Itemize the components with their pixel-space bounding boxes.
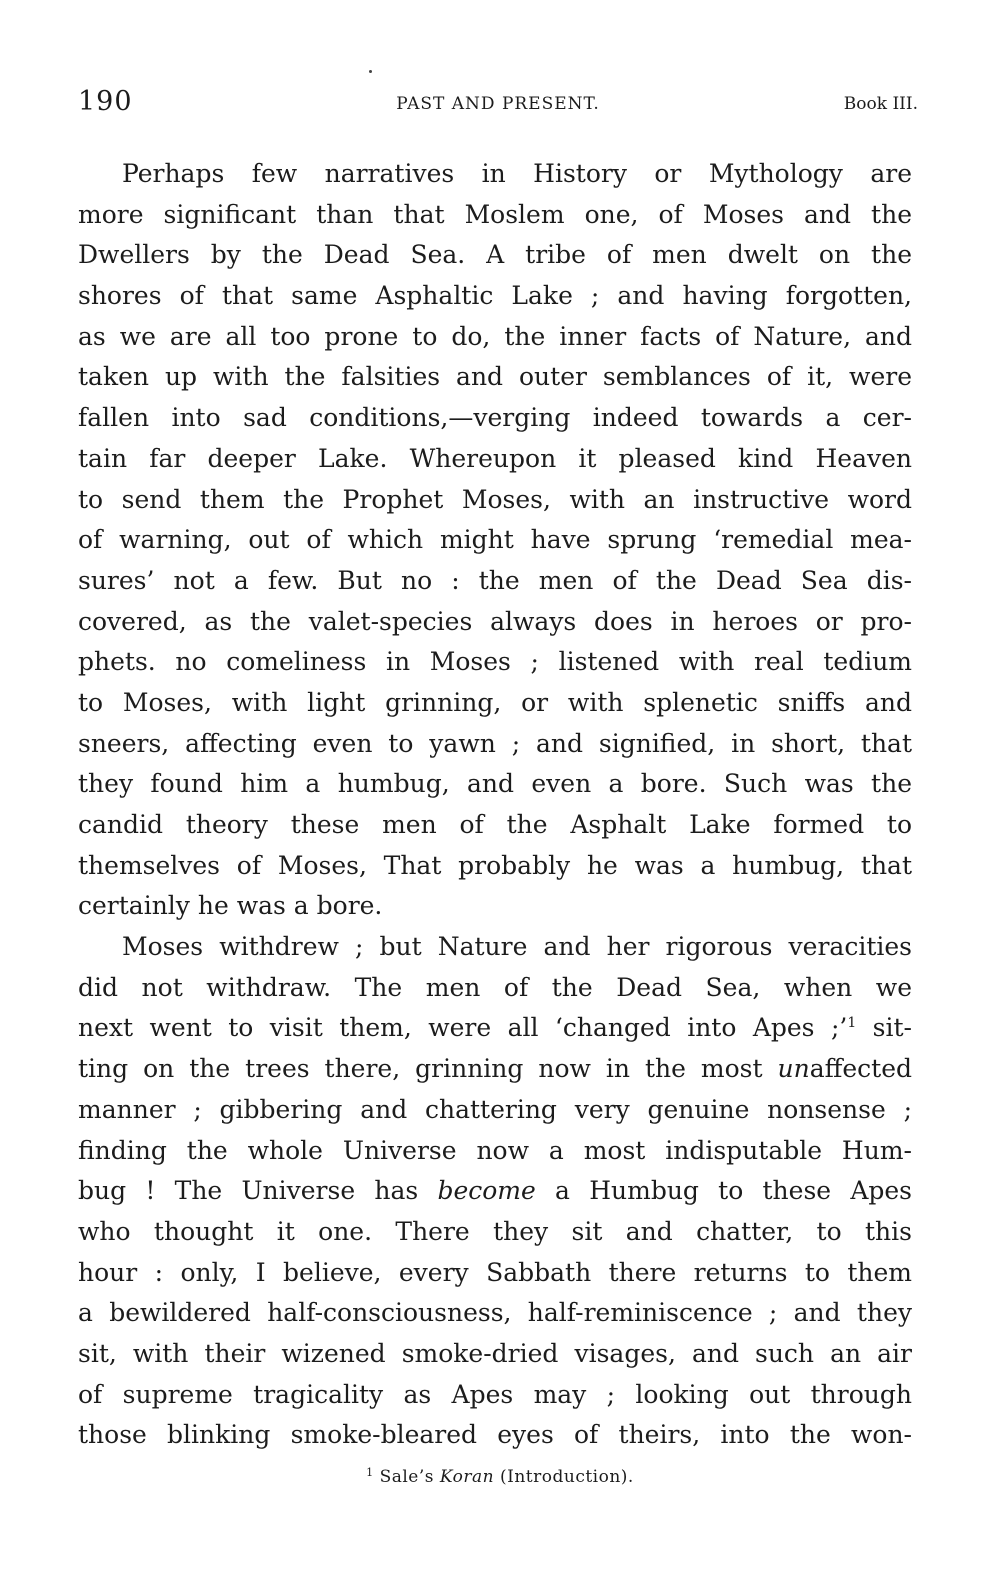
- text-line: [78, 1008, 912, 1049]
- text-line: fallen into sad conditions,—verging indeed towards a cer-: [78, 403, 912, 433]
- text-line: sneers, affecting even to yawn ; and signified, in short, that: [78, 728, 912, 758]
- text-line: shores of that same Asphaltic Lake ; and having forgotten,: [78, 281, 912, 311]
- footnote: [0, 1466, 1000, 1487]
- text-line: taken up with the falsities and outer semblances of it, were: [78, 362, 912, 392]
- page-number: 190: [78, 86, 133, 117]
- text-line: Moses withdrew ; but Nature and her rigorous veracities: [122, 932, 912, 962]
- text-line: manner ; gibbering and chattering very genuine nonsense ;: [78, 1094, 912, 1124]
- footnote-title: Koran: [439, 1467, 495, 1487]
- emphasis: become: [437, 1176, 536, 1206]
- footnote-marker: 1: [366, 1466, 374, 1479]
- text-line: finding the whole Universe now a most indisputable Hum-: [78, 1135, 912, 1165]
- text-line: themselves of Moses, That probably he was a humbug, that: [78, 850, 912, 880]
- text-line: [78, 1049, 912, 1090]
- text-line: more significant than that Moslem one, of Moses and the: [78, 199, 912, 229]
- text-fragment: sit-: [856, 1013, 912, 1043]
- text-line: a bewildered half-consciousness, half-reminiscence ; and they: [78, 1298, 912, 1328]
- text-line: covered, as the valet-species always does in heroes or pro-: [78, 606, 912, 636]
- text-fragment: next went to visit them, were all ‘changed into Apes ;’: [78, 1013, 848, 1043]
- text-line: tain far deeper Lake. Whereupon it pleased kind Heaven: [78, 443, 912, 473]
- text-line: they found him a humbug, and even a bore. Such was the: [78, 769, 912, 799]
- text-fragment: ting on the trees there, grinning now in the most: [78, 1054, 778, 1084]
- print-speck: [369, 70, 372, 73]
- emphasis: un: [777, 1054, 810, 1084]
- text-line: Perhaps few narratives in History or Mythology are: [122, 159, 912, 188]
- body-text: [78, 154, 912, 1456]
- text-line: those blinking smoke-bleared eyes of theirs, into the won-: [78, 1420, 912, 1450]
- text-line: certainly he was a bore.: [78, 891, 383, 921]
- footnote-reference: 1: [847, 1015, 857, 1032]
- text-line: of warning, out of which might have sprung ‘remedial mea-: [78, 525, 912, 555]
- text-line: sures’ not a few. But no : the men of the Dead Sea dis-: [78, 565, 912, 595]
- text-line: hour : only, I believe, every Sabbath there returns to them: [78, 1257, 912, 1287]
- text-fragment: a Humbug to these Apes: [535, 1176, 912, 1206]
- book-label: Book III.: [843, 94, 918, 114]
- text-line: did not withdraw. The men of the Dead Sea, when we: [78, 972, 912, 1002]
- text-line: as we are all too prone to do, the inner facts of Nature, and: [78, 321, 912, 351]
- text-line: [78, 1171, 912, 1212]
- running-title: PAST AND PRESENT.: [396, 94, 600, 114]
- text-line: sit, with their wizened smoke-dried visages, and such an air: [78, 1338, 912, 1368]
- footnote-text: (Introduction).: [494, 1467, 634, 1487]
- running-header: [78, 86, 918, 126]
- text-line: who thought it one. There they sit and chatter, to this: [78, 1216, 912, 1246]
- text-line: candid theory these men of the Asphalt Lake formed to: [78, 810, 912, 839]
- footnote-text: Sale’s: [373, 1467, 440, 1487]
- text-line: phets. no comeliness in Moses ; listened with real tedium: [78, 647, 912, 677]
- text-line: Dwellers by the Dead Sea. A tribe of men dwelt on the: [78, 240, 912, 270]
- text-line: to Moses, with light grinning, or with splenetic sniffs and: [78, 687, 912, 717]
- text-fragment: bug ! The Universe has: [78, 1176, 438, 1206]
- text-line: of supreme tragicality as Apes may ; looking out through: [78, 1379, 912, 1409]
- text-line: to send them the Prophet Moses, with an instructive word: [78, 484, 912, 514]
- text-fragment: affected: [809, 1054, 912, 1084]
